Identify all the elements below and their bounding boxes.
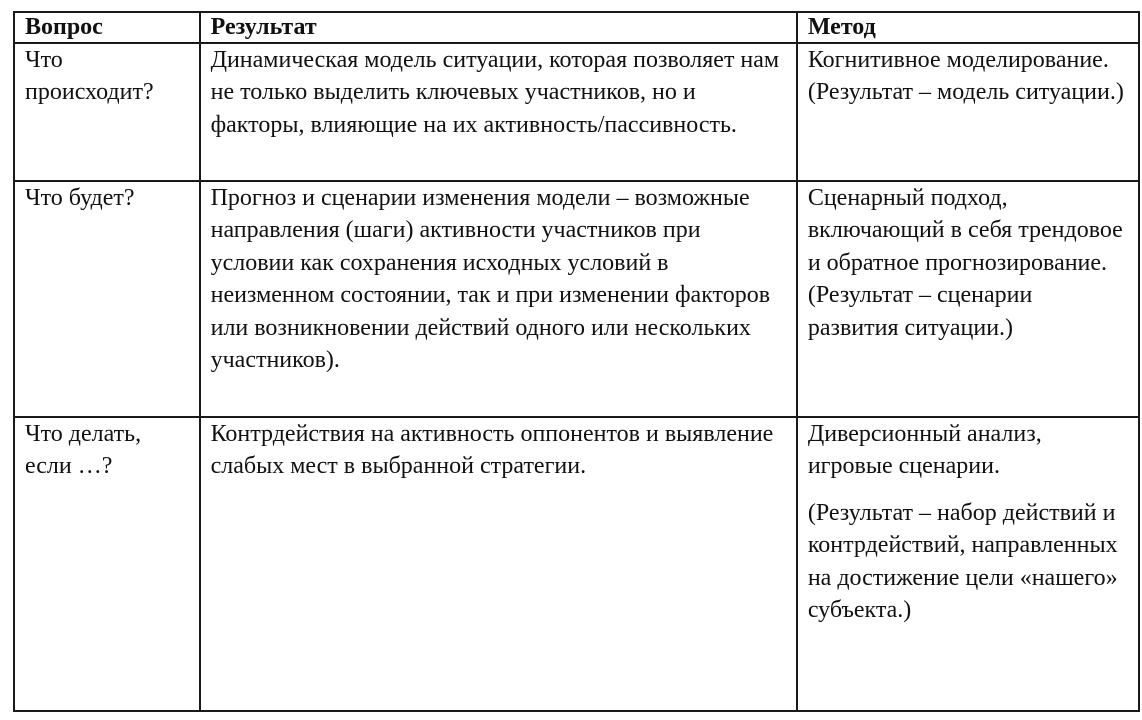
question-text: Что происходит? [25,47,154,106]
method-text: Сценарный подход, включающий в себя трендовое и обратное прогнозирование. [807,185,1123,276]
question-cell [14,181,200,417]
question-cell [14,417,200,711]
table-row [14,181,1139,417]
result-cell [200,181,797,417]
header-question: Вопрос [14,12,200,43]
method-text: Диверсионный анализ, игровые сценарии. [807,421,1042,480]
question-text: Что будет? [25,185,135,211]
result-text: Прогноз и сценарии изменения модели – возможные направления (шаги) активности участников при условии как сохранения исходных условий в неизменном состоянии, так и при изменении факторов или возникновении действий одного или нескольких участников). [210,185,771,374]
result-cell [200,43,797,181]
header-method: Метод [797,12,1139,43]
paragraph-spacer [808,483,1128,497]
table-row [14,417,1139,711]
method-result-note: (Результат – сценарии развития ситуации.) [807,282,1033,341]
result-text: Контрдействия на активность оппонентов и выявление слабых мест в выбранной стратегии. [210,421,774,480]
result-text: Динамическая модель ситуации, которая позволяет нам не только выделить ключевых участников, но и факторы, влияющие на их активность/пассивность. [210,47,780,138]
question-cell [14,43,200,181]
methods-table [13,11,1140,712]
method-cell [797,181,1139,417]
method-result-note: (Результат – модель ситуации.) [807,79,1124,106]
table-row [14,43,1139,181]
method-cell [797,43,1139,181]
question-text: Что делать, если …? [25,421,142,480]
method-text: Когнитивное моделирование. [807,47,1109,73]
method-cell [797,417,1139,711]
result-cell [200,417,797,711]
header-row [14,12,1139,43]
method-result-note: (Результат – набор действий и контрдействий, направленных на достижение цели «нашего» субъекта.) [807,499,1118,624]
header-result: Результат [200,12,797,43]
